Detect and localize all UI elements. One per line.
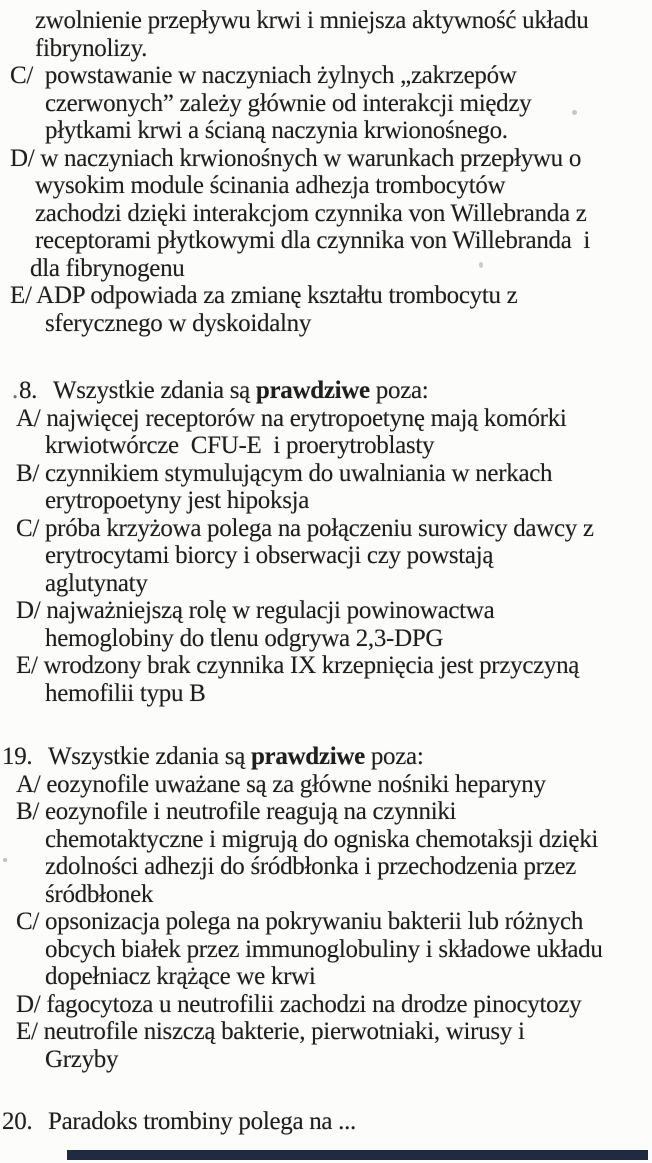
scan-speck xyxy=(3,858,7,862)
text-line: erytrocytami biorcy i obserwacji czy powstają xyxy=(45,542,494,569)
scan-mark: . xyxy=(12,377,18,404)
text-line: zdolności adhezji do śródbłonka i przechodzenia przez xyxy=(45,853,577,880)
block-gap xyxy=(0,1073,652,1108)
text-line: czerwonych” zależy głównie od interakcji między xyxy=(45,89,532,117)
text-line: Grzyby xyxy=(45,1045,119,1073)
text-line: krwiotwórcze CFU-E i proerytroblasty xyxy=(45,432,435,459)
option-line: D/ najważniejszą rolę w regulacji powinowactwa xyxy=(16,597,495,624)
question-18 xyxy=(0,377,652,707)
text-line: płytkami krwi a ścianą naczynia krwionośnego. xyxy=(45,117,508,144)
option-line: D/ w naczyniach krwionośnych w warunkach przepływu o xyxy=(10,144,582,172)
text-line: aglutynaty xyxy=(45,569,148,597)
scan-speck xyxy=(479,262,483,268)
option-line: C/ opsonizacja polega na pokrywaniu bakterii lub różnych xyxy=(16,908,584,935)
stem-text: Paradoks trombiny polega na ... xyxy=(48,1108,356,1135)
option-line: A/ najwięcej receptorów na erytropoetynę mają komórki xyxy=(16,404,567,432)
option-line: E/ neutrofile niszczą bakterie, pierwotniaki, wirusy i xyxy=(16,1018,525,1045)
question-number: 20. xyxy=(2,1108,33,1135)
text-line: chemotaktyczne i migrują do ogniska chemotaksji dzięki xyxy=(45,825,599,853)
option-line: B/ czynnikiem stymulującym do uwalniania w nerkach xyxy=(16,459,553,487)
text-line: dla fibrynogenu xyxy=(30,254,185,282)
question-19 xyxy=(0,743,652,1073)
text-line: śródbłonek xyxy=(45,880,154,908)
option-line: D/ fagocytoza u neutrofilii zachodzi na drodze pinocytozy xyxy=(16,990,582,1018)
stem-text: Wszystkie zdania są xyxy=(48,743,251,770)
stem-text: poza: xyxy=(364,743,424,770)
text-line: receptorami płytkowymi dla czynnika von Willebranda i xyxy=(35,227,591,254)
option-line: C/ próba krzyżowa polega na połączeniu surowicy dawcy z xyxy=(16,514,594,542)
scan-bottom-bar xyxy=(67,1150,648,1160)
text-line: erytropoetyny jest hipoksja xyxy=(45,487,310,514)
question-stem xyxy=(0,1108,652,1136)
text-line: hemofilii typu B xyxy=(45,679,206,707)
text-line: fibrynolizy. xyxy=(35,34,148,62)
option-line: B/ eozynofile i neutrofile reagują na czynniki xyxy=(16,798,457,825)
text-line: zwolnienie przepływu krwi i mniejsza aktywność układu xyxy=(35,7,589,34)
option-line: A/ eozynofile uważane są za główne nośniki heparyny xyxy=(16,770,546,798)
stem-text: poza: xyxy=(369,377,429,404)
stem-emphasis: prawdziwe xyxy=(250,743,365,770)
option-line: C/ powstawanie w naczyniach żylnych „zakrzepów xyxy=(10,62,517,89)
stem-emphasis: prawdziwe xyxy=(255,377,370,404)
block-gap xyxy=(0,337,652,377)
text-line: obcych białek przez immunoglobuliny i składowe układu xyxy=(45,935,603,963)
question-stem xyxy=(0,743,652,771)
block-gap xyxy=(0,707,652,743)
text-line: zachodzi dzięki interakcjom czynnika von Willebranda z xyxy=(35,199,587,227)
scan-speck xyxy=(572,110,577,115)
option-line: E/ ADP odpowiada za zmianę kształtu trombocytu z xyxy=(10,282,518,309)
text-line: wysokim module ścinania adhezja trombocytów xyxy=(35,172,506,199)
intro-options-block xyxy=(0,7,652,337)
question-20 xyxy=(0,1108,652,1136)
question-number: 19. xyxy=(2,743,33,770)
stem-text: Wszystkie zdania są xyxy=(52,377,256,404)
question-number: 8. xyxy=(18,377,38,404)
text-line: dopełniacz krążące we krwi xyxy=(45,963,316,990)
option-line: E/ wrodzony brak czynnika IX krzepnięcia jest przyczyną xyxy=(16,652,580,679)
text-line: sferycznego w dyskoidalny xyxy=(45,309,312,337)
question-stem xyxy=(0,377,652,405)
text-line: hemoglobiny do tlenu odgrywa 2,3-DPG xyxy=(45,624,444,652)
